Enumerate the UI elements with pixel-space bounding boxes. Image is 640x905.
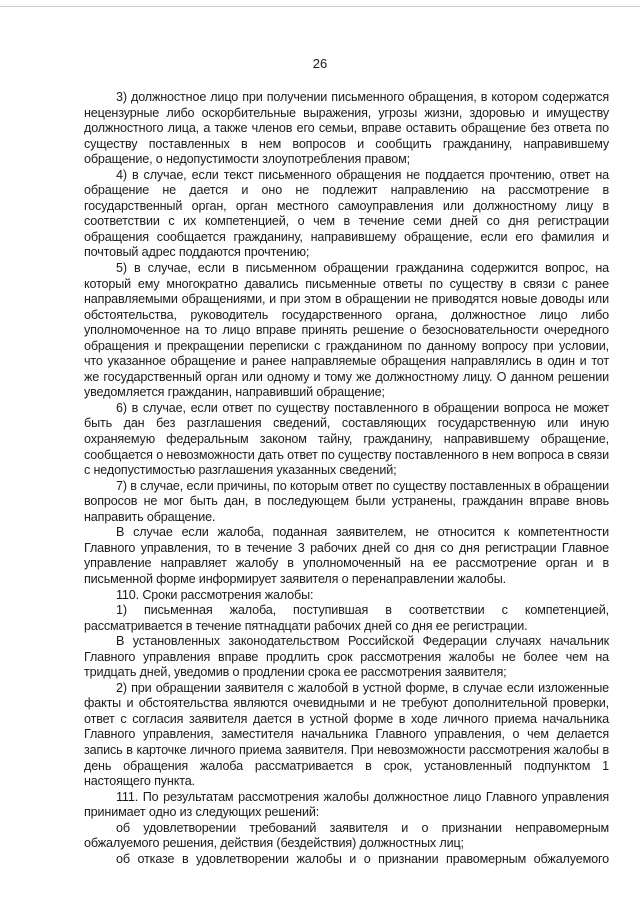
paragraph-decision-refuse: об отказе в удовлетворении жалобы и о признании правомерным обжалуемого <box>116 851 609 866</box>
paragraph-section-111: 111. По результатам рассмотрения жалобы должностное лицо Главного управления принимает одно из следующих решений: <box>84 789 609 820</box>
paragraph-extension: В установленных законодательством Российской Федерации случаях начальник Главного управления вправе продлить срок рассмотрения жалобы не более чем на тридцать дней, уведомив о продлении срока ее рассмотрения заявителя; <box>84 634 609 680</box>
page-number: 26 <box>312 56 328 71</box>
paragraph-section-110: 110. Сроки рассмотрения жалобы: <box>116 587 314 602</box>
paragraph-decision-satisfy: об удовлетворении требований заявителя и о признании неправомерным обжалуемого решения, действия (бездействия) должностных лиц; <box>84 820 609 851</box>
paragraph-item-6: 6) в случае, если ответ по существу поставленного в обращении вопроса не может быть дан без разглашения сведений, составляющих государственную или иную охраняемую федеральным законом тайну, гражданину, направившему обращение, сообщается о невозможности дать ответ по существу поставленного в нем вопроса в связи с недопустимостью разглашения указанных сведений; <box>84 400 609 478</box>
paragraph-redirect-complaint: В случае если жалоба, поданная заявителем, не относится к компетентности Главного управления, то в течение 3 рабочих дней со дня со дня регистрации Главное управление направляет жалобу в уполномоченный на ее рассмотрение орган и в письменной форме информирует заявителя о перенаправлении жалобы. <box>84 525 609 586</box>
paragraph-110-item-2: 2) при обращении заявителя с жалобой в устной форме, в случае если изложенные факты и обстоятельства являются очевидными и не требуют дополнительной проверки, ответ с согласия заявителя дается в устной форме в ходе личного приема начальника Главного управления, заместителя начальника Главного управления, о чем делается запись в карточке личного приема заявителя. При невозможности рассмотрения жалобы в день обращения жалоба рассматривается в срок, установленный подпунктом 1 настоящего пункта. <box>84 680 609 789</box>
paragraph-110-item-1: 1) письменная жалоба, поступившая в соответствии с компетенцией, рассматривается в течение пятнадцати рабочих дней со дня ее регистрации. <box>84 603 609 633</box>
paragraph-item-7: 7) в случае, если причины, по которым ответ по существу поставленных в обращении вопросов не мог быть дан, в последующем были устранены, гражданин вправе вновь направить обращение. <box>84 478 609 524</box>
paragraph-item-4: 4) в случае, если текст письменного обращения не поддается прочтению, ответ на обращение не дается и оно не подлежит направлению на рассмотрение в государственный орган, орган местного самоуправления или должностному лицу в соответствии с их компетенцией, о чем в течение семи дней со дня регистрации обращения сообщается гражданину, направившему обращение, если его фамилия и почтовый адрес поддаются прочтению; <box>84 167 609 260</box>
paragraph-item-3: 3) должностное лицо при получении письменного обращения, в котором содержатся нецензурные либо оскорбительные выражения, угрозы жизни, здоровью и имуществу должностного лица, а также членов его семьи, вправе оставить обращение без ответа по существу поставленных в нем вопросов и сообщить гражданину, направившему обращение, о недопустимости злоупотребления правом; <box>84 90 609 167</box>
top-edge-rule <box>0 6 640 7</box>
body-text <box>84 90 609 867</box>
paragraph-item-5: 5) в случае, если в письменном обращении гражданина содержится вопрос, на который ему многократно давались письменные ответы по существу в связи с ранее направляемыми обращениями, и при этом в обращении не приводятся новые доводы или обстоятельства, руководитель государственного органа, должностное лицо либо уполномоченное на то лицо вправе принять решение о безосновательности очередного обращения и прекращении переписки с гражданином по данному вопросу при условии, что указанное обращение и ранее направляемые обращения направлялись в один и тот же государственный орган или одному и тому же должностному лицу. О данном решении уведомляется гражданин, направивший обращение; <box>84 261 609 400</box>
